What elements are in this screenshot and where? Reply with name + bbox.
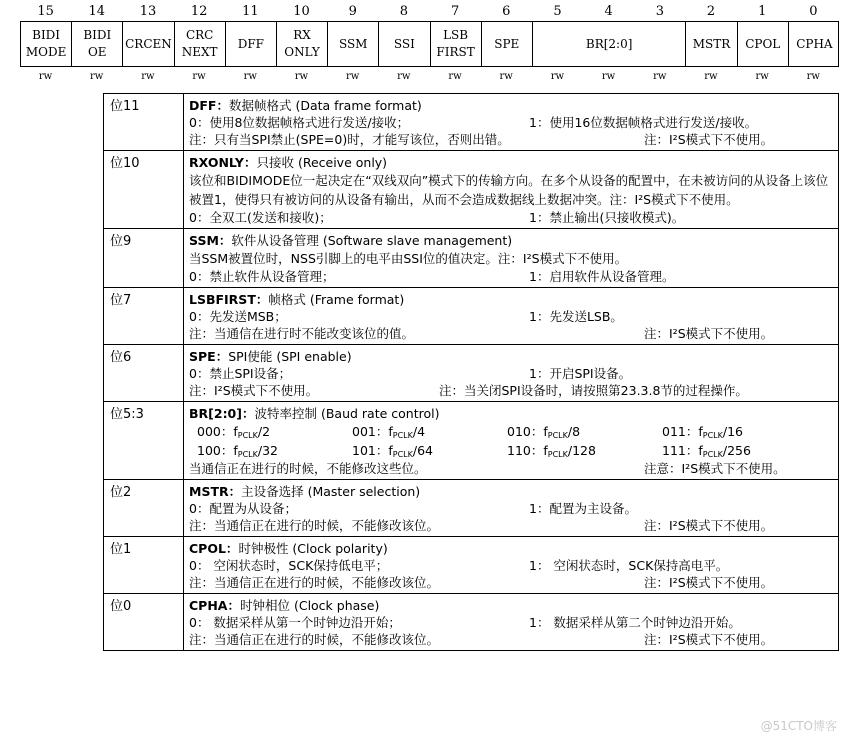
register-field: DFF — [226, 22, 277, 66]
option-left: 0：先发送MSB； — [189, 309, 287, 324]
access-type: rw — [653, 71, 667, 82]
baud-divider: /8 — [567, 424, 581, 439]
bit-number: 3 — [655, 4, 664, 19]
bit-description — [184, 151, 838, 228]
register-field: SSI — [379, 22, 430, 66]
option-right: 1：使用16位数据帧格式进行发送/接收。 — [529, 115, 758, 130]
access-type: rw — [38, 71, 53, 82]
field-title: LSBFIRST： — [189, 292, 269, 307]
field-title: CPHA： — [189, 598, 240, 613]
access-type: rw — [294, 71, 309, 82]
register-field: CPHA — [796, 36, 833, 51]
option-left: 注：当通信正在进行的时候，不能修改该位。 — [189, 518, 440, 533]
bit-position: 位6 — [104, 345, 184, 401]
clock-symbol: f — [233, 443, 238, 458]
clock-symbol: f — [698, 443, 703, 458]
bit-description-table — [103, 93, 839, 651]
bit-number: 11 — [242, 4, 259, 19]
option-right: 1：禁止输出(只接收模式)。 — [529, 210, 685, 225]
option-line — [189, 500, 838, 517]
baud-divider: /256 — [722, 443, 751, 458]
clock-symbol: f — [698, 424, 703, 439]
bit-position: 位5:3 — [104, 402, 184, 479]
bit-description — [184, 594, 838, 650]
option-line — [189, 557, 838, 574]
bit-position: 位1 — [104, 537, 184, 593]
option-line — [189, 614, 838, 631]
option-right: 1：先发送LSB。 — [529, 309, 623, 324]
bit-description-row — [104, 151, 838, 229]
bit-description-row — [104, 402, 838, 480]
register-field: BIDI OE — [72, 22, 123, 66]
clock-symbol: f — [543, 424, 548, 439]
option-right: 注：I²S模式下不使用。 — [644, 132, 774, 147]
bit-number: 4 — [604, 4, 613, 19]
baud-divider: /2 — [257, 424, 271, 439]
access-type: rw — [345, 71, 360, 82]
bit-description — [184, 288, 838, 344]
baud-code: 100： — [197, 443, 234, 458]
field-subtitle: 波特率控制 (Baud rate control) — [254, 406, 440, 421]
field-title: SSM： — [189, 233, 232, 248]
clock-subscript: PCLK — [547, 431, 568, 440]
field-subtitle: SPI使能 (SPI enable) — [228, 349, 352, 364]
bit-description-row — [104, 288, 838, 345]
option-line — [189, 382, 838, 399]
field-subtitle: 只接收 (Receive only) — [256, 155, 388, 170]
register-field: LSB FIRST — [431, 22, 482, 66]
option-line — [189, 114, 838, 131]
bit-description — [184, 229, 838, 287]
register-field: CRCEN — [123, 22, 174, 66]
option-right: 1： 数据采样从第二个时钟边沿开始。 — [529, 615, 741, 630]
option-line — [189, 574, 838, 591]
watermark: @51CTO博客 — [760, 719, 837, 733]
bit-number: 10 — [293, 4, 310, 19]
option-left: 0：禁止SPI设备； — [189, 366, 292, 381]
option-line — [189, 517, 838, 534]
option-right: 注：I²S模式下不使用。 — [644, 326, 774, 341]
bit-number: 0 — [809, 4, 818, 19]
field-title: SPE： — [189, 349, 229, 364]
bit-description-row — [104, 94, 838, 151]
field-title: CPOL： — [189, 541, 239, 556]
bit-position: 位10 — [104, 151, 184, 228]
option-left: 0：使用8位数据帧格式进行发送/接收； — [189, 115, 410, 130]
register-field: MSTR — [686, 22, 737, 66]
field-title: RXONLY： — [189, 155, 257, 170]
option-right: 注意：I²S模式下不使用。 — [644, 461, 786, 476]
register-field: CPOL — [738, 22, 789, 66]
register-field: SSM — [328, 22, 379, 66]
baud-divider: /4 — [412, 424, 426, 439]
bit-position: 位0 — [104, 594, 184, 650]
baud-divider: /128 — [567, 443, 596, 458]
access-type: rw — [243, 71, 257, 82]
baud-code: 101： — [352, 443, 389, 458]
field-subtitle: 时钟相位 (Clock phase) — [239, 598, 380, 613]
option-right: 1：启用软件从设备管理。 — [529, 269, 675, 284]
bit-position: 位2 — [104, 480, 184, 536]
clock-subscript: PCLK — [392, 431, 413, 440]
clock-subscript: PCLK — [392, 450, 413, 459]
bit-description — [184, 537, 838, 593]
bit-description-row — [104, 480, 838, 537]
clock-subscript: PCLK — [237, 450, 258, 459]
baud-divider: /64 — [412, 443, 434, 458]
field-subtitle: 时钟极性 (Clock polarity) — [238, 541, 388, 556]
bit-description — [184, 402, 838, 479]
option-right: 1：开启SPI设备。 — [529, 366, 632, 381]
access-type: rw — [397, 71, 411, 82]
bit-number: 1 — [758, 4, 767, 19]
baud-code: 111： — [662, 443, 699, 458]
bit-number: 5 — [553, 4, 562, 19]
field-subtitle: 数据帧格式 (Data frame format) — [228, 98, 422, 113]
access-type: rw — [601, 71, 616, 82]
field-subtitle: 帧格式 (Frame format) — [268, 292, 405, 307]
access-type: rw — [499, 71, 513, 82]
option-line — [189, 325, 838, 342]
bit-number: 7 — [450, 4, 460, 19]
option-left: 0： 空闲状态时，SCK保持低电平； — [189, 558, 389, 573]
access-type: rw — [755, 71, 769, 82]
option-right: 1：配置为主设备。 — [529, 501, 637, 516]
clock-subscript: PCLK — [547, 450, 568, 459]
register-field: SPE — [482, 22, 533, 66]
option-right: 注：I²S模式下不使用。 — [644, 518, 774, 533]
access-type: rw — [141, 71, 155, 82]
clock-subscript: PCLK — [237, 431, 258, 440]
baud-code: 001： — [352, 424, 389, 439]
bit-number: 6 — [502, 4, 511, 19]
field-paragraph: 当SSM被置位时，NSS引脚上的电平由SSI位的值决定。注：I²S模式下不使用。 — [189, 251, 628, 266]
bit-description-row — [104, 594, 838, 650]
option-line — [189, 131, 838, 148]
clock-symbol: f — [233, 424, 238, 439]
field-subtitle: 软件从设备管理 (Software slave management) — [231, 233, 513, 248]
baud-code: 010： — [507, 424, 544, 439]
field-title: MSTR： — [189, 484, 242, 499]
option-line — [189, 268, 838, 285]
baud-code: 110： — [507, 443, 544, 458]
option-right: 注：I²S模式下不使用。 — [644, 575, 774, 590]
option-right: 注：I²S模式下不使用。 — [644, 632, 774, 647]
option-line — [189, 460, 838, 477]
clock-symbol: f — [543, 443, 548, 458]
bit-description-row — [104, 345, 838, 402]
bit-position: 位7 — [104, 288, 184, 344]
clock-subscript: PCLK — [702, 450, 723, 459]
option-right: 注：当关闭SPI设备时，请按照第23.3.8节的过程操作。 — [439, 383, 748, 398]
field-title: BR[2:0]： — [189, 406, 255, 421]
option-left: 0：配置为从设备； — [189, 501, 297, 516]
bit-number: 15 — [37, 4, 54, 19]
access-row — [20, 71, 839, 85]
register-field: BR[2:0] — [533, 22, 687, 66]
baud-code: 011： — [662, 424, 699, 439]
bit-description — [184, 345, 838, 401]
option-left: 当通信正在进行的时候，不能修改这些位。 — [189, 461, 427, 476]
access-type: rw — [90, 71, 104, 82]
option-left: 注：只有当SPI禁止(SPE=0)时，才能写该位，否则出错。 — [189, 132, 510, 147]
clock-symbol: f — [388, 424, 393, 439]
access-type: rw — [806, 71, 820, 82]
register-field-row — [20, 21, 839, 67]
baud-divider: /16 — [722, 424, 744, 439]
field-paragraph: 该位和BIDIMODE位一起决定在“双线双向”模式下的传输方向。在多个从设备的配置中，在未被访问的从设备上该位被置1，使得只有被访问的从设备有输出，从而不会造成数据线上数据冲突。注：I²S模式下不使用。 — [189, 173, 829, 207]
bit-position: 位9 — [104, 229, 184, 287]
bit-number: 13 — [139, 4, 157, 19]
option-left: 注：当通信正在进行的时候，不能修改该位。 — [189, 632, 440, 647]
bit-position: 位11 — [104, 94, 184, 150]
clock-subscript: PCLK — [702, 431, 723, 440]
baud-divider: /32 — [257, 443, 279, 458]
bit-number: 8 — [399, 4, 409, 19]
field-title: DFF： — [189, 98, 229, 113]
bit-description — [184, 480, 838, 536]
option-left: 注：当通信在进行时不能改变该位的值。 — [189, 326, 415, 341]
bit-number: 14 — [88, 4, 106, 19]
access-type: rw — [192, 71, 206, 82]
option-right: 1： 空闲状态时，SCK保持高电平。 — [529, 558, 729, 573]
option-left: 注：当通信正在进行的时候，不能修改该位。 — [189, 575, 440, 590]
baud-code: 000： — [197, 424, 234, 439]
access-type: rw — [448, 71, 462, 82]
access-type: rw — [550, 71, 565, 82]
bit-description-row — [104, 229, 838, 288]
bit-number-row — [17, 4, 837, 20]
option-left: 0：禁止软件从设备管理； — [189, 269, 335, 284]
register-field: RX ONLY — [277, 22, 328, 66]
register-field: BIDI MODE — [21, 22, 72, 66]
bit-number: 12 — [190, 4, 208, 19]
option-left: 0： 数据采样从第一个时钟边沿开始； — [189, 615, 401, 630]
bit-number: 9 — [348, 4, 357, 19]
register-field: CRC NEXT — [175, 22, 226, 66]
bit-number: 2 — [706, 4, 716, 19]
option-line — [189, 209, 838, 226]
option-left: 注：I²S模式下不使用。 — [189, 383, 319, 398]
option-line — [189, 308, 838, 325]
bit-description — [184, 94, 838, 150]
option-line — [189, 365, 838, 382]
option-line — [189, 631, 838, 648]
option-left: 0：全双工(发送和接收)； — [189, 210, 332, 225]
field-subtitle: 主设备选择 (Master selection) — [241, 484, 421, 499]
bit-description-row — [104, 537, 838, 594]
clock-symbol: f — [388, 443, 393, 458]
access-type: rw — [704, 71, 718, 82]
